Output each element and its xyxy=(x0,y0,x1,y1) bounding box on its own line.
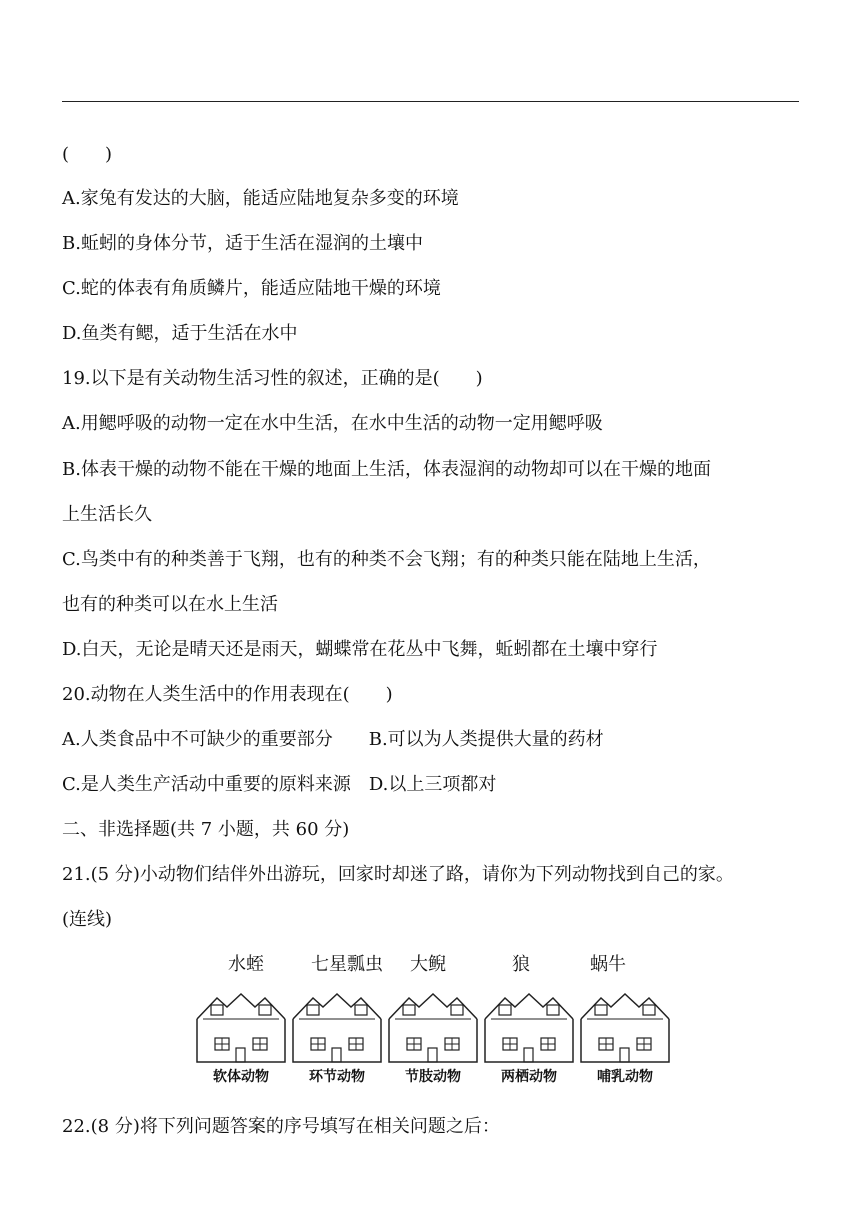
q18-option-d: D.鱼类有鳃，适于生活在水中 xyxy=(62,323,298,344)
house xyxy=(579,992,671,1090)
q20-options-cd: C.是人类生产活动中重要的原料来源 D.以上三项都对 xyxy=(62,774,497,795)
animal-name: 狼 xyxy=(512,954,530,975)
q19-option-d: D.白天，无论是晴天还是雨天，蝴蝶常在花丛中飞舞，蚯蚓都在土壤中穿行 xyxy=(62,639,658,660)
house-icon xyxy=(195,992,287,1064)
q19-option-c-line2: 也有的种类可以在水上生活 xyxy=(62,594,278,615)
header-rule xyxy=(62,101,799,102)
animal-name: 大鲵 xyxy=(410,954,446,975)
q18-option-a: A.家兔有发达的大脑，能适应陆地复杂多变的环境 xyxy=(62,188,459,209)
house-icon xyxy=(387,992,479,1064)
q18-option-c: C.蛇的体表有角质鳞片，能适应陆地干燥的环境 xyxy=(62,278,441,299)
house-label: 软体动物 xyxy=(213,1069,269,1085)
q22-stem: 22.(8 分)将下列问题答案的序号填写在相关问题之后： xyxy=(62,1116,500,1137)
house xyxy=(483,992,575,1090)
section-heading: 二、非选择题(共 7 小题，共 60 分) xyxy=(62,819,350,840)
house xyxy=(387,992,479,1090)
house-icon xyxy=(291,992,383,1064)
q19-option-b-line2: 上生活长久 xyxy=(62,504,152,525)
house-icon xyxy=(483,992,575,1064)
house-label: 环节动物 xyxy=(309,1069,365,1085)
animal-name: 水蛭 xyxy=(228,954,264,975)
q19-option-c-line1: C.鸟类中有的种类善于飞翔，也有的种类不会飞翔；有的种类只能在陆地上生活， xyxy=(62,549,711,570)
q21-stem-cont: (连线) xyxy=(62,909,113,930)
animal-name: 蜗牛 xyxy=(590,954,626,975)
house-label: 两栖动物 xyxy=(501,1069,557,1085)
q20-stem: 20.动物在人类生活中的作用表现在( ) xyxy=(62,684,393,705)
house-label: 节肢动物 xyxy=(405,1069,461,1085)
animal-name: 七星瓢虫 xyxy=(311,954,383,975)
q19-stem: 19.以下是有关动物生活习性的叙述，正确的是( ) xyxy=(62,368,483,389)
animal-names-row xyxy=(0,953,860,979)
house xyxy=(291,992,383,1090)
house xyxy=(195,992,287,1090)
q18-option-b: B.蚯蚓的身体分节，适于生活在湿润的土壤中 xyxy=(62,233,423,254)
answer-bracket: ( ) xyxy=(62,144,113,165)
q20-options-ab: A.人类食品中不可缺少的重要部分 B.可以为人类提供大量的药材 xyxy=(62,729,604,750)
house-label: 哺乳动物 xyxy=(597,1069,653,1085)
q19-option-b-line1: B.体表干燥的动物不能在干燥的地面上生活，体表湿润的动物却可以在干燥的地面 xyxy=(62,459,711,480)
house-icon xyxy=(579,992,671,1064)
q21-stem: 21.(5 分)小动物们结伴外出游玩，回家时却迷了路，请你为下列动物找到自己的家。 xyxy=(62,864,734,885)
houses-row xyxy=(195,992,675,1090)
q19-option-a: A.用鳃呼吸的动物一定在水中生活，在水中生活的动物一定用鳃呼吸 xyxy=(62,413,603,434)
